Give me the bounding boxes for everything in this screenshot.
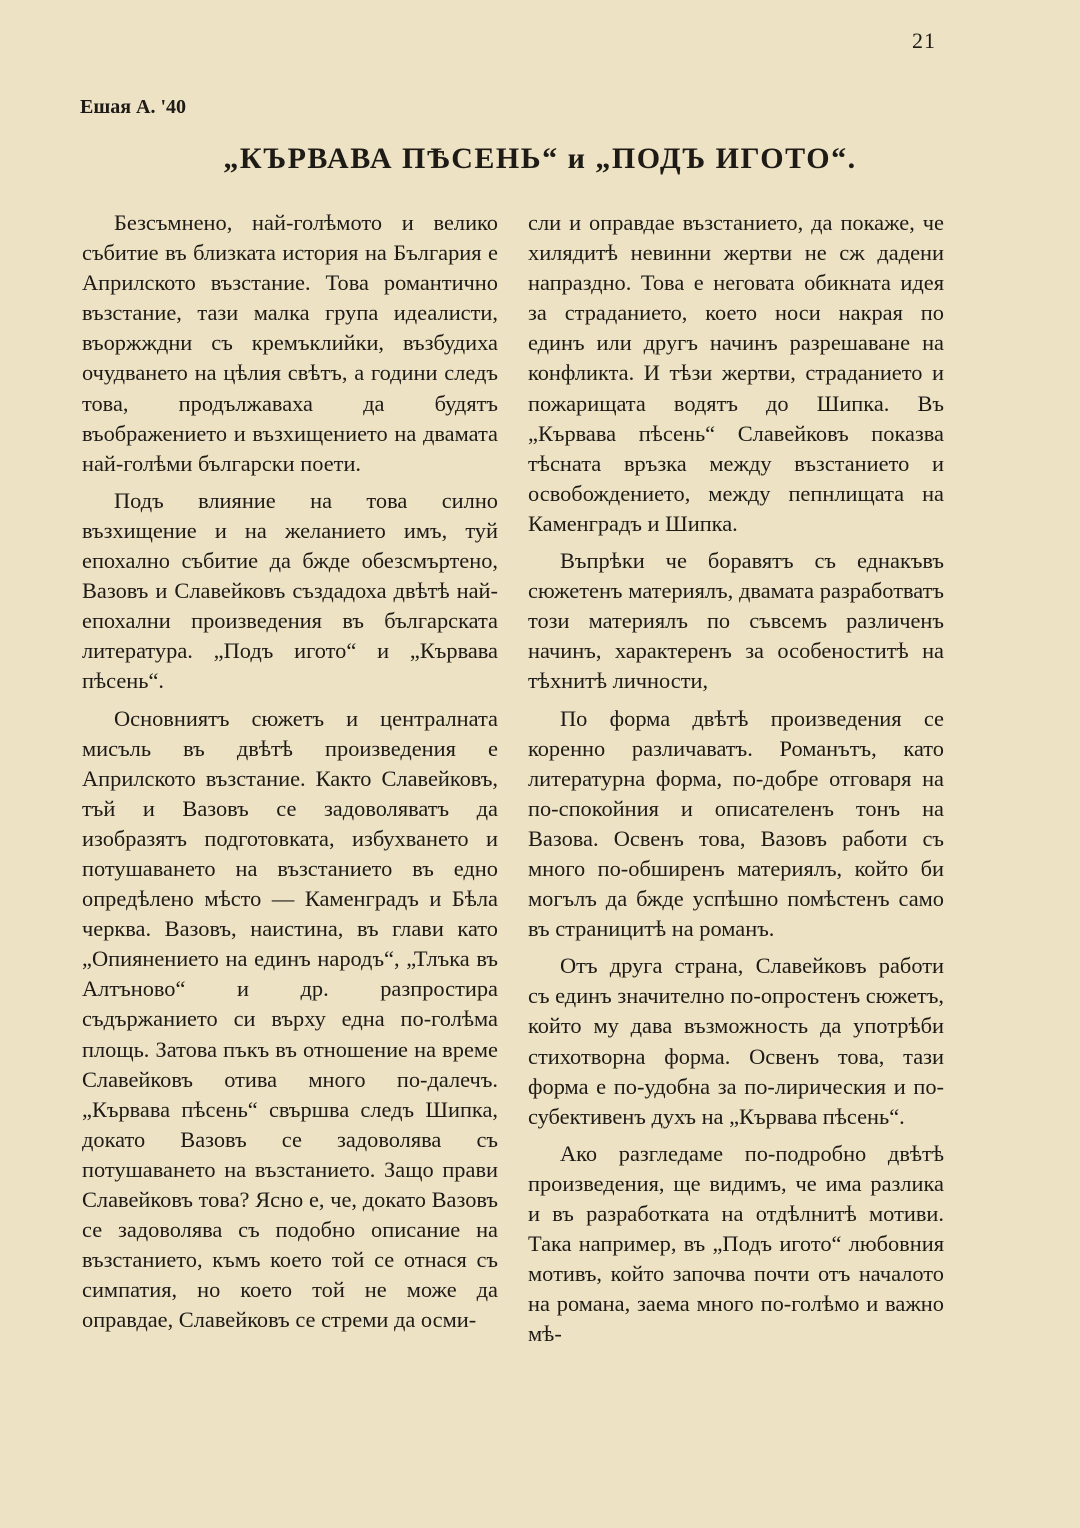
paragraph-continuation: сли и оправдае възстанието, да покаже, че хилядитѣ невинни жертви не сж дадени напраздно. Това е неговата обикната идея за страданието, което носи накрая по единъ или другъ начинъ разрешаване на конфликта. И тѣзи жертви, страданието и пожарищата водятъ до Шипка. Въ „Кървава пѣсень“ Славейковъ показва тѣсната връзка между възстанието и освобождението, между пепнлищата на Каменградъ и Шипка. — [528, 210, 944, 536]
paragraph: Отъ друга страна, Славейковъ работи съ единъ значително по-опростенъ сюжетъ, който му дава възможность да употрѣби стихотворна форма. Освенъ това, тази форма е по-удобна за по-лирическия и по-субективенъ духъ на „Кървава пѣсень“. — [528, 953, 944, 1129]
paragraph: По форма двѣтѣ произведения се коренно различаватъ. Романътъ, като литературна форма, по-добре отговаря на по-спокойния и описателенъ тонъ на Вазова. Освенъ това, Вазовъ работи съ много по-обширенъ материялъ, който би могълъ да бжде успѣшно помѣстенъ само въ страницитѣ на романъ. — [528, 705, 944, 942]
paragraph: Ако разгледаме по-подробно двѣтѣ произведения, ще видимъ, че има разлика и въ разработката на отдѣлнитѣ мотиви. Така например, въ „Подъ игото“ любовния мотивъ, който започва почти отъ началото на романа, заема много по-голѣмо и важно мѣ- — [528, 1140, 944, 1347]
left-column — [82, 208, 498, 1342]
article-title: „КЪРВАВА ПѢСЕНЬ“ и „ПОДЪ ИГОТО“. — [223, 142, 857, 175]
right-column — [528, 208, 944, 1356]
paragraph: Безсъмнено, най-голѣмото и велико събитие въ близката история на България е Априлското възстание. Това романтично възстание, тази малка група идеалисти, въоржждни съ кремъклийки, възбудиха очудването на цѣлия свѣтъ, а години следъ това, продължаваха да будятъ въображението и възхищението на двамата най-голѣми български поети. — [82, 210, 498, 476]
paragraph: Основниятъ сюжетъ и централната мисъль въ двѣтѣ произведения е Априлското възстание. Както Славейковъ, тъй и Вазовъ се задоволяватъ да изобразятъ подготовката, избухването и потушаването на възстанието въ едно опредѣлено мѣсто — Каменградъ и Бѣла черква. Вазовъ, наистина, въ глави като „Опиянението на единъ народъ“, „Тлъка въ Алтъново“ и др. разпростира съдържанието си върху една по-голѣма площь. Затова пъкъ въ отношение на време Славейковъ отива много по-далечъ. „Кървава пѣсень“ свършва следъ Шипка, докато Вазовъ се задоволява съ потушаването на възстанието. Защо прави Славейковъ това? Ясно е, че, докато Вазовъ се задоволява съ подобно описание на възстанието, къмъ което той се отнася съ симпатия, но което той не може да оправдае, Славейковъ се стреми да осми- — [82, 705, 498, 1333]
author-byline: Ешая А. '40 — [80, 96, 187, 118]
paragraph: Въпрѣки че боравятъ съ еднакъвъ сюжетенъ материялъ, двамата разработватъ този материялъ по съвсемъ различенъ начинъ, характеренъ за особеноститѣ на тѣхнитѣ личности, — [528, 548, 944, 694]
paragraph: Подъ влияние на това силно възхищение и на желанието имъ, туй епохално събитие да бжде обезсмъртено, Вазовъ и Славейковъ създадоха двѣтѣ най-епохални произведения въ българската литература. „Подъ игото“ и „Кървава пѣсень“. — [82, 487, 498, 694]
page-number: 21 — [912, 28, 936, 53]
